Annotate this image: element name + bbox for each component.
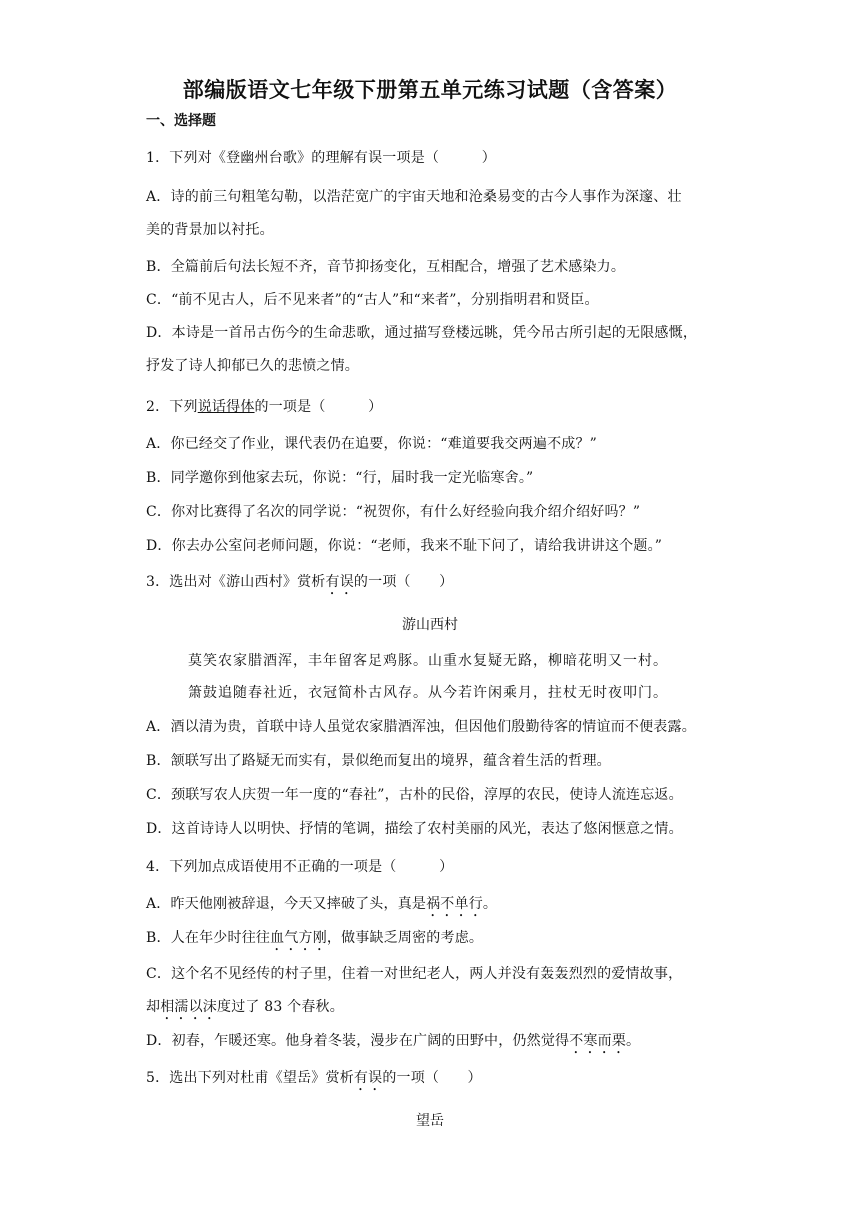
q4-a-pre: A．昨天他刚被辞退，今天又摔破了头，真是	[146, 896, 427, 912]
q4-a-idiom: 祸不单行	[426, 896, 483, 912]
q1-option-d-line1: D．本诗是一首吊古伤今的生命悲歌，通过描写登楼远眺，凭今吊古所引起的无限感慨，	[146, 325, 698, 341]
q1-option-a-line2: 美的背景加以衬托。	[146, 222, 274, 238]
q5-stem-post: 的一项（ ）	[382, 1070, 482, 1086]
q2-stem-underlined: 说话得体	[197, 399, 255, 415]
q3-option-b: B．颔联写出了路疑无而实有，景似绝而复出的境界，蕴含着生活的哲理。	[146, 753, 611, 769]
q4-c-pre: 却	[146, 999, 161, 1015]
q1-option-b: B．全篇前后句法长短不齐，音节抑扬变化，互相配合，增强了艺术感染力。	[146, 259, 626, 275]
q2-option-c: C．你对比赛得了名次的同学说：“祝贺你，有什么好经验向我介绍介绍好吗？”	[146, 504, 641, 520]
section-heading: 一、选择题	[146, 113, 216, 129]
page-title: 部编版语文七年级下册第五单元练习试题（含答案）	[182, 78, 678, 102]
q1-stem: 1．下列对《登幽州台歌》的理解有误一项是（ ）	[146, 150, 496, 166]
q5-stem	[146, 1067, 482, 1094]
q4-option-b	[146, 927, 483, 954]
q4-c-idiom: 相濡以沫	[160, 999, 218, 1015]
q4-option-d	[146, 1030, 640, 1057]
q2-stem	[146, 396, 382, 416]
q4-stem: 4．下列加点成语使用不正确的一项是（ ）	[146, 859, 454, 875]
q5-stem-pre: 5．选出下列对杜甫《望岳》赏析	[146, 1070, 354, 1086]
q3-stem	[146, 571, 453, 598]
q4-d-idiom: 不寒而栗	[569, 1033, 627, 1049]
q4-d-pre: D．初春，乍暖还寒。他身着冬装，漫步在广阔的田野中，仍然觉得	[146, 1033, 570, 1049]
q4-b-post: ，做事缺乏周密的考虑。	[326, 930, 484, 946]
q3-option-d: D．这首诗诗人以明快、抒情的笔调，描绘了农村美丽的风光，表达了悠闲惬意之情。	[146, 821, 683, 837]
q2-stem-post: 的一项是（ ）	[254, 399, 383, 415]
q1-option-d-line2: 抒发了诗人抑郁已久的悲愤之情。	[146, 358, 359, 374]
q4-b-pre: B．人在年少时往往	[146, 930, 271, 946]
q2-stem-pre: 2．下列	[146, 399, 198, 415]
q4-b-idiom: 血气方刚	[270, 930, 327, 946]
q4-d-post: 。	[626, 1033, 641, 1049]
q2-option-b: B．同学邀你到他家去玩，你说：“行，届时我一定光临寒舍。”	[146, 470, 534, 486]
q3-poem-line1: 莫笑农家腊酒浑，丰年留客足鸡豚。山重水复疑无路，柳暗花明又一村。	[188, 653, 668, 669]
q2-option-d: D．你去办公室问老师问题，你说：“老师，我来不耻下问了，请给我讲讲这个题。”	[146, 538, 663, 554]
q3-option-c: C．颈联写农人庆贺一年一度的“春社”，古朴的民俗，淳厚的农民，使诗人流连忘返。	[146, 787, 683, 803]
q1-option-c: C．“前不见古人，后不见来者”的“古人”和“来者”，分别指明君和贤臣。	[146, 292, 599, 308]
q4-option-c-line2	[146, 996, 344, 1023]
q4-a-post: 。	[482, 896, 498, 912]
q5-poem-title: 望岳	[416, 1113, 444, 1129]
q5-stem-dotted: 有误	[353, 1070, 383, 1086]
q3-stem-pre: 3．选出对《游山西村》赏析	[146, 574, 326, 590]
q4-option-c-line1: C．这个名不见经传的村子里，住着一对世纪老人，两人并没有轰轰烈烈的爱情故事，	[146, 966, 683, 982]
q1-option-a-line1: A．诗的前三句粗笔勾勒，以浩茫宽广的宇宙天地和沧桑易变的古今人事作为深邃、壮	[146, 189, 682, 205]
q3-stem-dotted: 有误	[325, 574, 354, 590]
q3-poem-title: 游山西村	[402, 617, 458, 633]
q4-option-a	[146, 893, 497, 920]
q3-stem-post: 的一项（ ）	[353, 574, 454, 590]
q4-c-post: 度过了 83 个春秋。	[217, 999, 344, 1015]
q2-option-a: A．你已经交了作业，课代表仍在追要，你说：“难道要我交两遍不成？”	[146, 436, 598, 452]
q3-option-a: A．酒以清为贵，首联中诗人虽觉农家腊酒浑浊，但因他们殷勤待客的情谊而不便表露。	[146, 719, 696, 735]
q3-poem-line2: 箫鼓追随春社近，衣冠简朴古风存。从今若许闲乘月，拄杖无时夜叩门。	[188, 685, 668, 701]
